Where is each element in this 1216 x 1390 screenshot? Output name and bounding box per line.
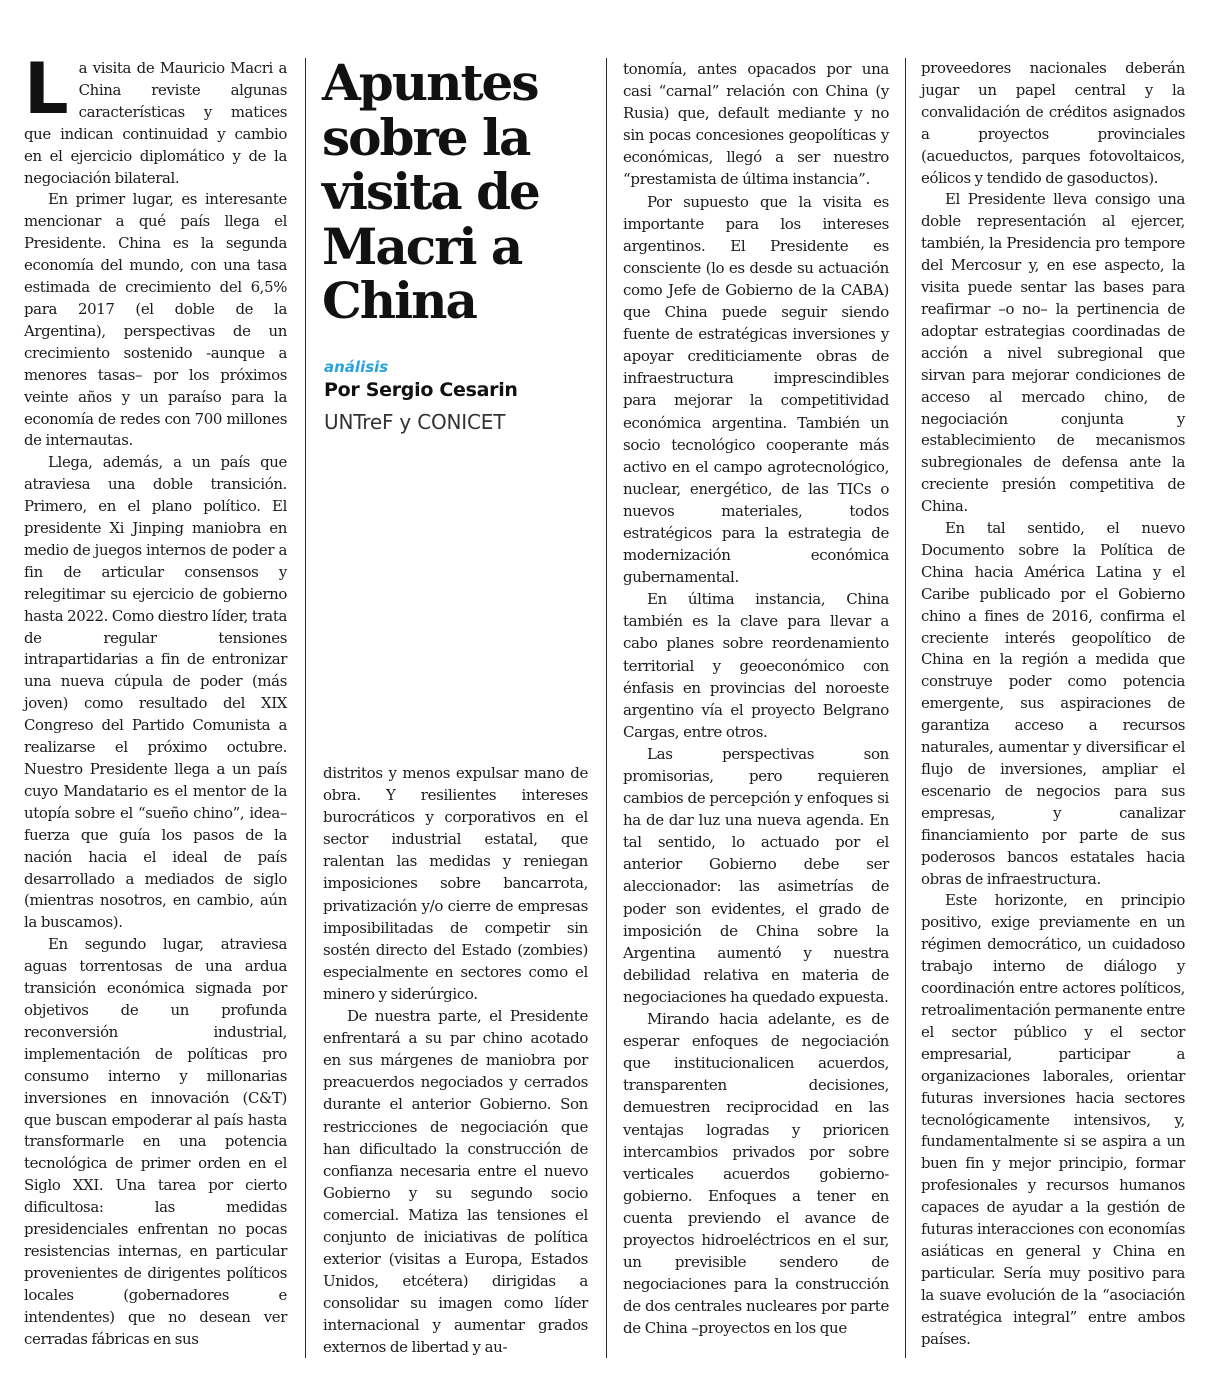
body-paragraph: De nuestra parte, el Presidente enfrentará a su par chino acotado en sus márgenes de maniobra por preacuerdos negociados y cerrados durante el anterior Gobierno. Son restricciones de negociación que han dificultado la construcción de confianza necesaria entre el nuevo Gobierno y su segundo socio comercial. Matiza las tensiones el conjunto de iniciativas de política exterior (visitas a Europa, Estados Unidos, etcétera) dirigidas a consolidar su imagen como líder internacional y aumentar grados externos de libertad y au- — [323, 1007, 588, 1357]
article-column-4 — [921, 58, 1185, 1358]
body-paragraph: En tal sentido, el nuevo Documento sobre la Política de China hacia América Latina y el Caribe publicado por el Gobierno chino a fines de 2016, confirma el creciente interés geopolítico de China en la región a medida que construye poder como potencia emergente, sus aspiraciones de garantiza acceso a recursos naturales, aumentar y diversificar el flujo de inversiones, ampliar el escenario de negocios para sus empresas, y canalizar financiamiento por parte de sus poderosos bancos estatales hacia obras de infraestructura. — [921, 519, 1185, 888]
body-paragraph: distritos y menos expulsar mano de obra. Y resilientes intereses burocráticos y corporativos en el sector industrial estatal, que ralentan las medidas y reniegan imposiciones sobre bancarrota, privatización y/o cierre de empresas imposibilitadas de competir sin sostén directo del Estado (zombies) especialmente en sectores como el minero y siderúrgico. — [323, 764, 588, 1003]
body-paragraph: tonomía, antes opacados por una casi “carnal” relación con China (y Rusia) que, default mediante y no sin pocas concesiones geopolíticas y económicas, llegó a ser nuestro “prestamista de última instancia”. — [623, 60, 889, 189]
column-rule — [606, 58, 607, 1358]
column-rule — [905, 58, 906, 1358]
byline: Por Sergio Cesarin — [324, 379, 518, 401]
body-paragraph: En primer lugar, es interesante mencionar a qué país llega el Presidente. China es la segunda economía del mundo, con una tasa estimada de crecimiento del 6,5% para 2017 (el doble de la Argentina), perspectivas de un crecimiento sostenido -aunque a menores tasas– por los próximos veinte años y un paraíso para la economía de redes con 700 millones de internautas. — [24, 190, 287, 450]
lead-paragraph — [24, 48, 287, 189]
author-affiliation: UNTreF y CONICET — [324, 410, 506, 434]
drop-cap: L — [24, 48, 69, 130]
body-paragraph: En última instancia, China también es la clave para llevar a cabo planes sobre reordenamiento territorial y geoeconómico con énfasis en provincias del noroeste argentino vía el proyecto Belgrano Cargas, entre otros. — [623, 590, 889, 741]
body-paragraph: proveedores nacionales deberán jugar un papel central y la convalidación de créditos asignados a proyectos provinciales (acueductos, parques fotovoltaicos, eólicos y tendido de gasoductos). — [921, 59, 1185, 187]
body-paragraph: Este horizonte, en principio positivo, exige previamente en un régimen democrático, un cuidadoso trabajo interno de diálogo y coordinación entre actores políticos, retroalimentación permanente entre el sector público y el sector empresarial, participar a organizaciones laborales, orientar futuras inversiones hacia sectores tecnológicamente intensivos, y, fundamentalmente si se aspira a un buen fin y mejor principio, formar profesionales y recursos humanos capaces de ayudar a la gestión de futuras interacciones con economías asiáticas en general y China en particular. Sería muy positivo para la suave evolución de la “asociación estratégica integral” entre ambos países. — [921, 891, 1185, 1348]
section-kicker: análisis — [324, 358, 389, 376]
article-column-2 — [323, 762, 588, 1358]
body-paragraph: El Presidente lleva consigo una doble representación al ejercer, también, la Presidencia pro tempore del Mercosur y, en ese aspecto, la visita puede sentar las bases para reafirmar –o no– la pertinencia de adoptar estrategias coordinadas de acción a nivel subregional que sirvan para mejorar condiciones de acceso al mercado chino, de negociación conjunta y establecimiento de mecanismos subregionales de defensa ante la creciente presión competitiva de China. — [921, 190, 1185, 516]
body-paragraph: En segundo lugar, atraviesa aguas torrentosas de una ardua transición económica signada por objetivos de un profunda reconversión industrial, implementación de políticas pro consumo interno y millonarias inversiones en innovación (C&T) que buscan empoderar al país hasta transformarle en una potencia tecnológica de primer orden en el Siglo XXI. Una tarea por cierto dificultosa: las medidas presidenciales enfrentan no pocas resistencias internas, en particular provenientes de dirigentes políticos locales (gobernadores e intendentes) que no desean ver cerradas fábricas en sus — [24, 935, 287, 1348]
article-column-3 — [623, 58, 889, 1358]
column-rule — [305, 58, 306, 1358]
lead-paragraph-text: a visita de Mauricio Macri a China reviste algunas características y matices que indican continuidad y cambio en el ejercicio diplomático y de la negociación bilateral. — [24, 59, 287, 187]
body-paragraph: Por supuesto que la visita es importante para los intereses argentinos. El Presidente es consciente (lo es desde su actuación como Jefe de Gobierno de la CABA) que China puede seguir siendo fuente de estratégicas inversiones y apoyar crediticiamente obras de infraestructura imprescindibles para mejorar la competitividad económica argentina. También un socio tecnológico cooperante más activo en el campo agrotecnológico, nuclear, energético, de las TICs o nuevos materiales, todos estratégicos para la estrategia de modernización económica gubernamental. — [623, 192, 889, 587]
body-paragraph: Llega, además, a un país que atraviesa una doble transición. Primero, en el plano político. El presidente Xi Jinping maniobra en medio de juegos internos de poder a fin de articular consensos y relegitimar su ejercicio de gobierno hasta 2022. Como diestro líder, trata de regular tensiones intrapartidarias a fin de entronizar una nueva cúpula de poder (más joven) como resultado del XIX Congreso del Partido Comunista a realizarse el próximo octubre. Nuestro Presidente llega a un país cuyo Mandatario es el mentor de la utopía sobre el “sueño chino”, idea–fuerza que guía los pasos de la nación hacia el ideal de país desarrollado a mediados de siglo (mientras nosotros, en cambio, aún la buscamos). — [24, 453, 287, 932]
headline: Apuntes sobre la visita de Macri a China — [322, 53, 539, 330]
body-paragraph: Mirando hacia adelante, es de esperar enfoques de negociación que institucionalicen acuerdos, transparenten decisiones, demuestren reciprocidad en las ventajas logradas y prioricen intercambios privados por sobre verticales acuerdos gobierno-gobierno. Enfoques a tener en cuenta previendo el avance de proyectos hidroeléctricos en el sur, un previsible sendero de negociaciones para la construcción de dos centrales nucleares por parte de China –proyectos en los que — [623, 1010, 889, 1338]
body-paragraph: Las perspectivas son promisorias, pero requieren cambios de percepción y enfoques si ha de dar luz una nueva agenda. En tal sentido, lo actuado por el anterior Gobierno debe ser aleccionador: las asimetrías de poder son evidentes, el grado de imposición de China sobre la Argentina aumentó y nuestra debilidad relativa en materia de negociaciones ha quedado expuesta. — [623, 744, 889, 1006]
article-column-1 — [24, 48, 287, 1358]
